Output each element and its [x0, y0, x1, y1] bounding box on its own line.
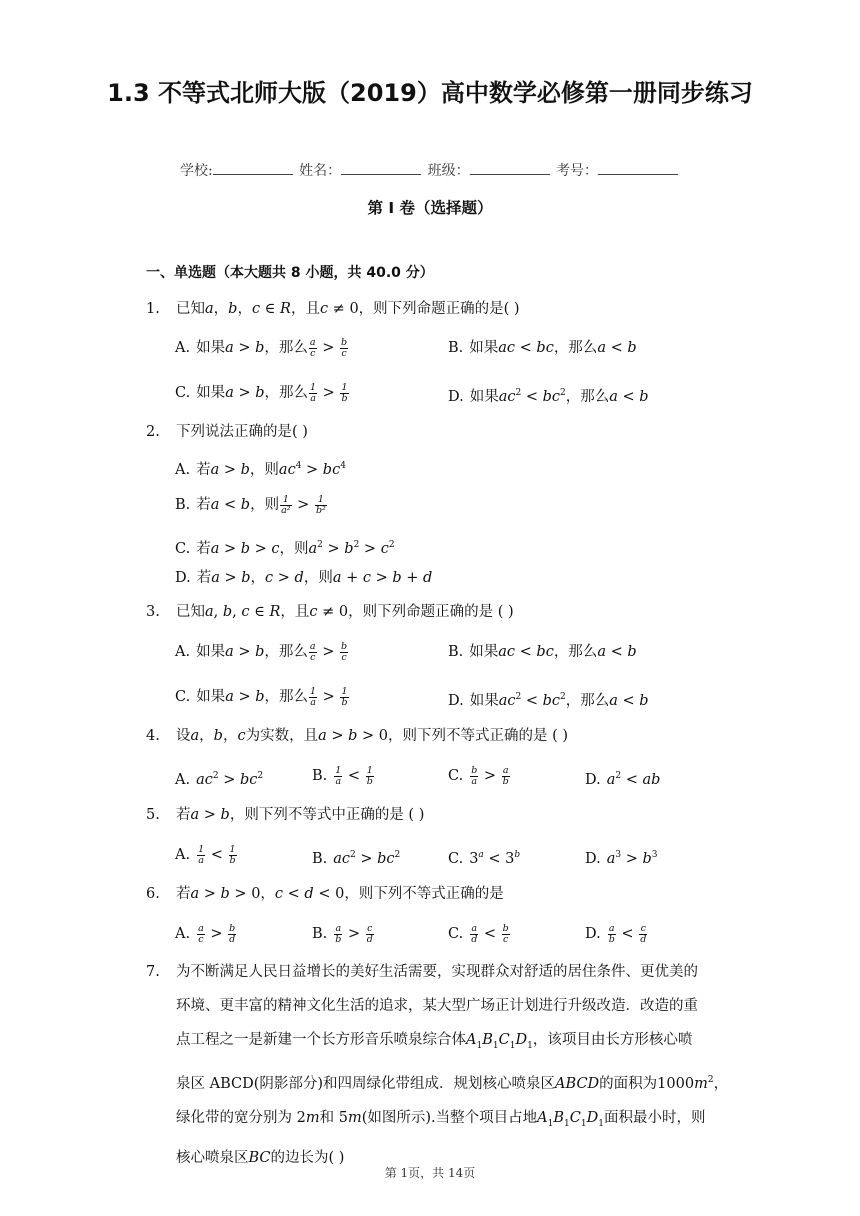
question-stem: 若a > b，则下列不等式中正确的是 ( )	[176, 807, 425, 823]
class-label: 班级：	[427, 163, 470, 179]
volume-heading: 第 I 卷（选择题）	[367, 199, 493, 217]
q7-line-5: 绿化带的宽分别为 2m和 5m(如图所示).当整个项目占地$A_1B_1C_1D_1$面积最小时，则	[176, 1109, 706, 1129]
q6-option-b[interactable]: B. $\frac{a}{b}$ > $\frac{c}{d}$	[312, 922, 373, 945]
q1-option-b[interactable]: B. 如果ac < bc，那么a < b	[448, 340, 637, 356]
question-number: 5.	[146, 807, 160, 823]
q3-option-a[interactable]: A. 如果a > b，那么 $\frac{a}{c}$ > $\frac{b}{c}$	[175, 640, 348, 663]
q1-option-d[interactable]: D. 如果$ac^2 < bc^2$，那么a < b	[448, 388, 649, 405]
q2-option-d[interactable]: D. 若a > b，c > d，则a + c > b + d	[175, 570, 433, 586]
question-number: 7.	[146, 964, 160, 980]
student-info-line	[0, 160, 860, 180]
document-title: 1.3 不等式北师大版（2019）高中数学必修第一册同步练习	[107, 79, 753, 107]
section-heading: 一、单选题（本大题共 8 小题，共 40.0 分）	[146, 265, 434, 281]
question-stem: 已知a，b，c ∈ R，且c ≠ 0，则下列命题正确的是( )	[176, 301, 520, 317]
question-number: 2.	[146, 424, 160, 440]
class-blank[interactable]	[470, 162, 550, 175]
question-stem: 设a，b，c为实数，且a > b > 0，则下列不等式正确的是 ( )	[176, 728, 569, 744]
name-blank[interactable]	[341, 162, 421, 175]
q5-option-d[interactable]: D. $a^3 > b^3$	[585, 850, 658, 867]
q7-line-3: 点工程之一是新建一个长方形音乐喷泉综合体$A_1B_1C_1D_1$，该项目由长方形核心喷	[176, 1032, 693, 1051]
q3-option-d[interactable]: D. 如果$ac^2 < bc^2$，那么a < b	[448, 692, 649, 709]
q4-option-c[interactable]: C. $\frac{b}{a}$ > $\frac{a}{b}$	[448, 764, 509, 787]
q4-option-d[interactable]: D. $a^2$ < ab	[585, 771, 661, 788]
q3-option-b[interactable]: B. 如果ac < bc，那么a < b	[448, 644, 637, 660]
q7-line-1: 为不断满足人民日益增长的美好生活需要，实现群众对舒适的居住条件、更优美的	[176, 964, 698, 980]
name-label: 姓名：	[299, 163, 342, 179]
q2-option-c[interactable]: C. 若a > b > c，则$a^2 > b^2 > c^2$	[175, 540, 395, 557]
question-stem: 已知a, b, c ∈ R，且c ≠ 0，则下列命题正确的是 ( )	[176, 604, 514, 620]
q6-option-d[interactable]: D. $\frac{a}{b}$ < $\frac{c}{d}$	[585, 922, 647, 945]
question-stem: 下列说法正确的是( )	[176, 424, 308, 440]
q2-option-b[interactable]: B. 若a < b，则 $\frac{1}{\text{a²}}$ > $\frac{1}{\text{b²}}$	[175, 493, 326, 516]
q4-option-a[interactable]: A. $ac^2 > bc^2$	[175, 771, 264, 788]
number-blank[interactable]	[598, 162, 678, 175]
q5-option-c[interactable]: C. $3^a < 3^b$	[448, 850, 521, 867]
q7-line-4: 泉区 ABCD(阴影部分)和四周绿化带组成．规划核心喷泉区ABCD的面积为$1000m^2$，	[176, 1074, 729, 1092]
question-7-text	[176, 955, 736, 1175]
q4-option-b[interactable]: B. $\frac{1}{a}$ < $\frac{1}{b}$	[312, 764, 373, 787]
q1-option-a[interactable]: A. 如果a > b，那么 $\frac{a}{c}$ > $\frac{b}{c}$	[175, 336, 348, 359]
question-stem: 若a > b > 0，c < d < 0，则下列不等式正确的是	[176, 886, 504, 902]
q5-option-b[interactable]: B. $ac^2 > bc^2$	[312, 850, 401, 867]
q3-option-c[interactable]: C. 如果a > b，那么 $\frac{1}{a}$ > $\frac{1}{b}$	[175, 685, 348, 708]
question-number: 1.	[146, 301, 160, 317]
q6-option-a[interactable]: A. $\frac{a}{c}$ > $\frac{b}{d}$	[175, 922, 236, 945]
question-number: 6.	[146, 886, 160, 902]
school-blank[interactable]	[213, 162, 293, 175]
page-footer: 第 1页，共 14页	[384, 1166, 476, 1180]
q7-line-6: 核心喷泉区BC的边长为( )	[176, 1149, 345, 1166]
number-label: 考号：	[556, 163, 599, 179]
q7-line-2: 环境、更丰富的精神文化生活的追求，某大型广场正计划进行升级改造．改造的重	[176, 998, 698, 1014]
question-number: 4.	[146, 728, 160, 744]
q2-option-a[interactable]: A. 若a > b，则$ac^4 > bc^4$	[175, 461, 346, 478]
q5-option-a[interactable]: A. $\frac{1}{a}$ < $\frac{1}{b}$	[175, 843, 236, 866]
school-label: 学校:	[179, 163, 213, 179]
question-number: 3.	[146, 604, 160, 620]
q6-option-c[interactable]: C. $\frac{a}{d}$ < $\frac{b}{c}$	[448, 922, 509, 945]
q1-option-c[interactable]: C. 如果a > b，那么 $\frac{1}{a}$ > $\frac{1}{b}$	[175, 381, 348, 404]
